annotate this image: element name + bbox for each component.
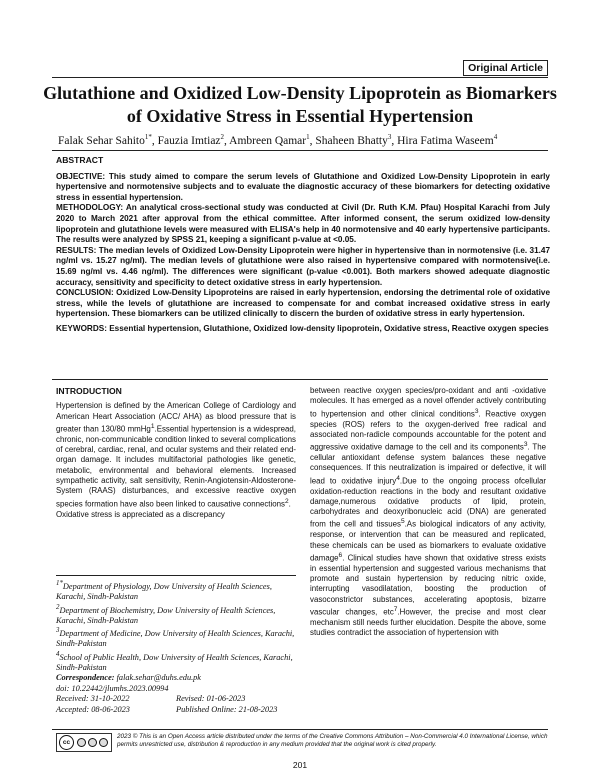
intro-text: .Essential hypertension is a widespread, chronic, non-communicable condition linked to several complications of cerebral, cardiac, renal, and ocular systems and their related end-organ damage. It includes multifactorial pathologies like genetic, metabolic, environmental and behavioral elements. Increased sympathetic activity, salt sensitivity, Renin-Angiotensin-Aldosterone-System (RAAS) disturbances, and excessive reactive oxygen species formation have also been linked to causative connections [56,424,296,509]
body-text: .However, the precise and most clear mechanism still needs further elucidation. Despite the above, some studies contradict the association of hypertension with [310,607,546,638]
author-affiliation-mark: 3 [387,133,392,141]
affiliation-4 [56,650,296,674]
affiliation-2 [56,603,296,627]
author-name: Fauzia Imtiaz [157,134,221,147]
affiliation-text: School of Public Health, Dow University of Health Sciences, Karachi, Sindh-Pakistan [56,652,293,672]
intro-heading: INTRODUCTION [56,386,122,396]
citation-ref: 7 [393,606,398,614]
page-number: 201 [292,760,308,770]
citation-ref: 3 [523,441,528,449]
affiliation-3 [56,626,296,650]
abstract-conclusion: CONCLUSION: Oxidized Low-Density Lipoproteins are raised in early hypertension, endorsing the detrimental role of oxidative stress, while the levels of glutathione are increased to compensate for and combat increased oxidative stress in early hypertension. These biomarkers can be utilized clinically to discern the burden of oxidative stress in early hypertension. [56,288,550,319]
published-date: Published Online: 21-08-2023 [176,704,278,714]
right-column [310,386,546,639]
intro-paragraph-2: Oxidative stress is appreciated as a discrepancy [56,509,225,519]
body-text: .Due to the ongoing process ofcellular oxidation-reduction reactions in the body and resultant oxidative damage,numerous oxidative products of lipid, protein, carbohydrates and deoxyribonucleic acid (DNA) are generated from the cell and tissues [310,476,547,530]
license-text: 2023 © This is an Open Access article distributed under the terms of the Creative Commons Attribution – Non-Commercial 4.0 International License, which permits unrestricted use, distribution & reproduction in any medium provided that the original work is cited properly. [117,733,548,748]
article-type-badge-wrap [463,58,548,76]
body-text: . The cellular antioxidant defense system balances these negative consequences. If this neutralization is impaired or defective, it will lead to oxidative injury [310,442,546,486]
body-text: .As biological indicators of any activity, response, or intervention that can be measured and replicated, these chemicals can be used as biomarkers to evaluate oxidative damage [310,520,546,563]
dates-row-1 [56,694,296,704]
abstract-keywords: KEYWORDS: Essential hypertension, Glutathione, Oxidized low-density lipoprotein, Oxidative stress, Reactive oxygen species [56,323,549,333]
authors-rule [52,150,548,151]
body-text: . Reactive oxygen species (ROS) refers to the oxygen-derived free radical and associated non-radicle compounds accountable for the potent and aggressive oxidative damage to the cell and its components [310,409,546,452]
right-column-text [310,386,546,639]
citation-ref: 1 [150,422,155,430]
citation-ref: 3 [474,407,479,415]
affiliation-mark: 1* [56,580,63,587]
article-title: Glutathione and Oxidized Low-Density Lipoprotein as Biomarkers of Oxidative Stress in Essential Hypertension [43,83,557,126]
revised-date: Revised: 01-06-2023 [176,694,246,704]
author-name: Shaheen Bhatty [315,134,388,147]
affiliation-mark: 4 [56,650,60,658]
author-name: Ambreen Qamar [229,134,307,147]
author-affiliation-mark: 2 [220,133,225,141]
correspondence-label: Correspondence: [56,673,115,683]
author-name: Hira Fatima Waseem [397,134,494,147]
body-text: between reactive oxygen species/pro-oxidant and anti -oxidative molecules. It has emerged as a novel offender actively contributing to hypertension and other clinical conditions [310,386,546,419]
affiliation-text: Department of Medicine, Dow University of Health Sciences, Karachi, Sindh-Pakistan [56,628,295,649]
correspondence [56,673,296,683]
affiliation-text: Department of Physiology, Dow University of Health Sciences, Karachi, Sindh-Pakistan [56,581,272,602]
abstract-objective: OBJECTIVE: This study aimed to compare the serum levels of Glutathione and Oxidized Low-Density Lipoprotein in early hypertensive and normotensive subjects and to evaluate the diagnostic accuracy of these biomarkers for detecting oxidative stress in essential hypertension. [56,171,550,202]
affiliation-text: Department of Biochemistry, Dow University of Health Sciences, Karachi, Sindh-Pakistan [56,605,276,625]
intro-paragraph-1 [56,401,296,509]
intro-text: . [288,499,291,509]
intro-text: Hypertension is defined by the American College of Cardiology and American Heart Association (ACC/ AHA) as blood pressure that is greater than 130/80 mmHg [56,401,296,434]
citation-ref: 5 [400,518,405,526]
abstract-rule [52,379,548,380]
abstract-results: RESULTS: The median levels of Oxidized Low-Density Lipoprotein were higher in hypertensive than in normotensive (i.e. 31.47 ng/ml vs. 15.27 ng/ml). The median levels of glutathione were also raised in hypertensive compared with normotensive(i.e. 15.69 ng/ml vs. 4.46 ng/ml). The differences were significant (p-value <0.001). Both markers showed adequate diagnostic accuracy, sensitivity and specificity to detect oxidative stress in early hypertension. [56,245,550,287]
received-date: Received: 31-10-2022 [56,694,130,704]
affiliation-mark: 3 [56,627,60,635]
citation-ref: 4 [396,474,400,482]
license-footer [56,733,550,752]
affiliation-mark: 2 [56,603,60,611]
dates-row-2 [56,705,296,715]
author-name: Falak Sehar Sahito [58,134,145,147]
body-text: . Clinical studies have shown that oxidative stress exists in essential hypertension and suggested various mechanisms that promote and sustain hypertension by reducing nitric oxide, interrupting vasodilatation, boosting the production of vasoconstrictor substances, accelerating apoptosis, bizarre vascular changes, etc [310,553,546,617]
accepted-date: Accepted: 08-06-2023 [56,704,130,714]
author-affiliation-mark: 1* [144,133,152,141]
author-affiliation-mark: 4 [493,133,498,141]
doi[interactable]: doi: 10.22442/jlumhs.2023.00994 [56,683,169,693]
affiliation-1 [56,579,296,603]
affiliations-footnote [56,575,296,715]
abstract-methodology: METHODOLOGY: An analytical cross-sectional study was conducted at Civil (Dr. Ruth K.M. Pfau) Hospital Karachi from July 2020 to March 2021 after approval from the ethical committee. After informed consent, the serum oxidized low-density lipoprotein and glutathione levels were measured with ELISA's help in 40 normotensive and 40 early hypertensive participants. The results were analyzed by SPSS 21, keeping a significant p-value at <0.05. [56,203,550,245]
intro-column [56,386,296,520]
author-list: Falak Sehar Sahito$^{1*}$, Fauzia Imtiaz$^2$, Ambreen Qamar$^1$, Shaheen Bhatty$^3$, Hira Fatima Waseem$^4$ [58,133,498,147]
creative-commons-icon: cc [56,733,112,752]
citation-ref: 2 [284,497,289,505]
footer-rule [52,729,548,730]
author-affiliation-mark: 1 [306,133,310,141]
citation-ref: 6 [338,551,343,559]
correspondence-email[interactable]: falak.sehar@duhs.edu.pk [116,673,201,683]
header-rule [52,77,548,78]
abstract-heading: ABSTRACT [56,155,104,165]
abstract-section [56,155,550,335]
article-type-badge: Original Article [463,60,548,76]
